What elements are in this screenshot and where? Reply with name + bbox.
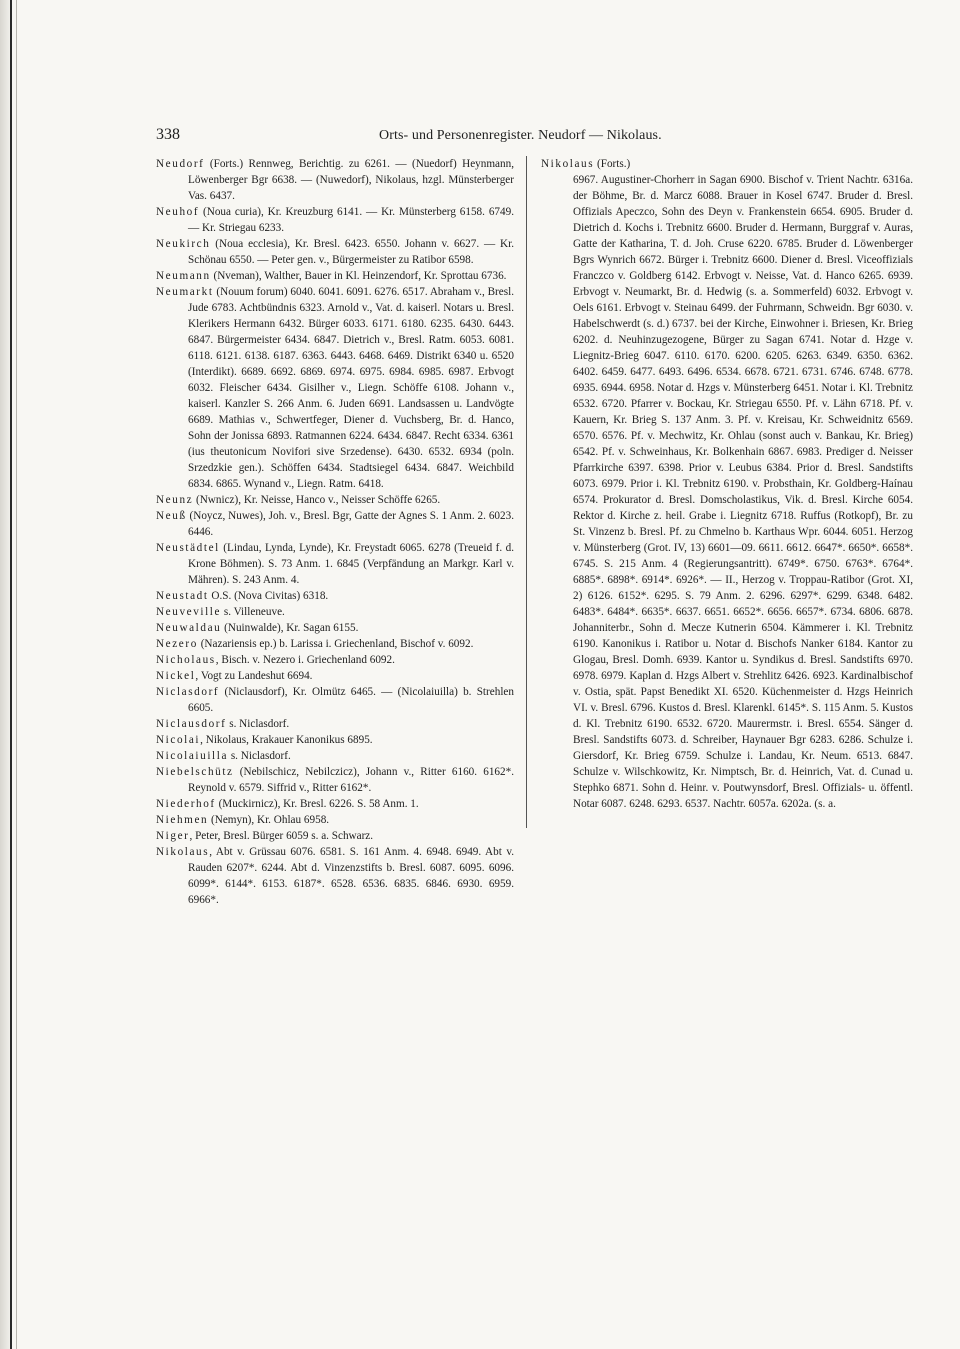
entry-text: (Nuinwalde), Kr. Sagan 6155. [221,622,359,634]
left-column [156,156,514,908]
index-term: Neukirch [156,238,211,250]
index-term: Neunz [156,494,194,506]
page-header [156,126,912,146]
column-divider [526,156,527,828]
entry-text: , Vogt zu Landeshut 6694. [195,670,313,682]
entry-text: (Nwnicz), Kr. Neisse, Hanco v., Neisser Schöffe 6265. [193,494,441,506]
entry-text: (Nazariensis ep.) b. Larissa i. Griechenland, Bischof v. 6092. [197,638,474,650]
entry-text: (Noycz, Nuwes), Joh. v., Bresl. Bgr, Gatte der Agnes S. 1 Anm. 2. 6023. 6446. [186,510,514,538]
entry-text: (Nouum forum) 6040. 6041. 6091. 6276. 6517. Abraham v., Bresl. Jude 6783. Achtbündnis 6323. Arnold v., Vat. d. kaiserl. Notars u. Bresl. Klerikers Hermann 6432. Bürger 6033. 6171. 6180. 6235. 6430. 6443. 6847. Bürgermeister 6434. 6847. Dietrich v., Bresl. Ratm. 6053. 6081. 6118. 6121. 6138. 6187. 6363. 6443. 6468. 6469. Distrikt 6340 u. 6520 (Interdikt). 6689. 6692. 6869. 6974. 6975. 6984. 6985. 6987. Erbvogt 6032. Fleischer 6434. Gisilher v., Liegn. Schöffe 6108. Johann v., kaiserl. Kanzler S. 266 Anm. 6. Juden 6691. Landsassen u. Landvögte 6689. Mathias v., Schwertfeger, Diener d. Vuchsberg, Br. d. Hanco, Sohn der Jonissa 6893. Ratmannen 6224. 6434. 6847. Recht 6334. 6361 (ius theutonicum Novifori sive Srzedense). 6430. 6532. 6934 (poln. Srzedzkie gen.). Schöffen 6434. Stadtsiegel 6434. 6847. Weichbild 6834. 6865. Wynand v., Liegn. Ratm. 6418. [188,286,514,490]
index-term: Neumarkt [156,286,214,298]
entry-text: (Noua ecclesia), Kr. Bresl. 6423. 6550. Johann v. 6627. — Kr. Schönau 6550. — Peter gen. v., Bürgermeister zu Ratibor 6598. [188,238,514,266]
index-entry [541,156,913,812]
index-term: Nikolaus [156,846,210,858]
index-entry [156,508,514,540]
index-entry [156,796,514,812]
entry-text: , Abt v. Grüssau 6076. 6581. S. 161 Anm. 4. 6948. 6949. Abt v. Rauden 6207*. 6244. Abt d. Vinzenzstifts b. Bresl. 6087. 6095. 6096. 6099*. 6144*. 6153. 6187*. 6528. 6536. 6835. 6846. 6930. 6959. 6966*. [188,846,514,906]
scan-border-line [16,0,17,1349]
entry-text: (Muckirnicz), Kr. Bresl. 6226. S. 58 Anm. 1. [215,798,419,810]
entry-text: (Niclausdorf), Kr. Olmütz 6465. — (Nicolaiuilla) b. Strehlen 6605. [188,686,514,714]
index-term: Niehmen [156,814,209,826]
entry-text: (Nemyn), Kr. Ohlau 6958. [208,814,330,826]
entry-text: s. Niclasdorf. [226,718,290,730]
index-term: Nicolai [156,734,201,746]
running-head: Orts- und Personenregister. Neudorf — Nikolaus. [379,128,662,143]
index-entry [156,764,514,796]
index-entry [156,284,514,492]
index-term: Neuwaldau [156,622,222,634]
index-term: Neuveville [156,606,222,618]
index-term: Neuhof [156,206,200,218]
index-entry [156,620,514,636]
index-entry [156,828,514,844]
index-entry [156,636,514,652]
index-term: Niger [156,830,190,842]
index-entry [156,492,514,508]
index-entry [156,748,514,764]
entry-text: O.S. (Nova Civitas) 6318. [208,590,329,602]
index-entry [156,588,514,604]
entry-text: (Nveman), Walther, Bauer in Kl. Heinzendorf, Kr. Sprottau 6736. [210,270,507,282]
index-term: Niebelschütz [156,766,234,778]
index-term: Neumann [156,270,211,282]
page-number: 338 [156,126,180,143]
entry-text: s. Niclasdorf. [228,750,291,762]
continuation-marker: (Forts.) [594,158,631,170]
entry-text: s. Villeneuve. [221,606,285,618]
index-entry [156,716,514,732]
index-term: Neuß [156,510,187,522]
index-entry [156,652,514,668]
index-entry [156,732,514,748]
entry-text: (Lindau, Lynda, Lynde), Kr. Freystadt 6065. 6278 (Treueid f. d. Krone Böhmen). S. 73 Anm. 1. 6845 (Verpfändung an Markgr. Karl v. Mähren). S. 243 Anm. 4. [188,542,514,586]
index-term: Nikolaus [541,158,595,170]
scan-border [0,0,12,1349]
index-entry [156,812,514,828]
right-column [541,156,913,812]
index-term: Neudorf [156,158,205,170]
index-entry [156,156,514,204]
index-term: Neustädtel [156,542,220,554]
index-term: Niclasdorf [156,686,220,698]
index-term: Niederhof [156,798,216,810]
entry-text: , Nikolaus, Krakauer Kanonikus 6895. [200,734,373,746]
entry-text: (Forts.) Rennweg, Berichtig. zu 6261. — (Nuedorf) Heynmann, Löwenberger Bgr 6638. — (Nuwedorf), Nikolaus, hzgl. Münsterberger Vas. 6437. [188,158,514,202]
index-entry [156,684,514,716]
index-term: Neustadt [156,590,209,602]
entry-text: , Peter, Bresl. Bürger 6059 s. a. Schwarz. [189,830,374,842]
index-entry [156,844,514,908]
index-entry [156,204,514,236]
entry-text: 6967. Augustiner-Chorherr in Sagan 6900. Bischof v. Trient Nachtr. 6316a. der Böhme, Br. d. Marcz 6088. Brauer in Kosel 6747. Bruder d. Bresl. Offizials Apeczco, Sohn des Deyn v. Frankenstein 6654. 6905. Bruder d. Dietrich d. Kochs i. Trebnitz 6600. Bruder d. Hermann, Burggraf v. Auras, Gatte der Katharina, T. d. Joh. Cruse 6220. 6785. Bruder d. Löwenberger Bgrs Wynrich 6672. Bürger i. Trebnitz 6600. Diener d. Bresl. Viceoffizials Franczco v. Goldberg 6142. Erbvogt v. Neisse, Vat. d. Hanco 6265. 6939. Erbvogt v. Neumarkt, Br. d. Hedwig (s. a. Sommerfeld) 6032. Erbvogt v. Oels 6161. Erbvogt v. Steinau 6499. der Fuhrmann, Schweidn. Bgr 6030. v. Habelschwerdt (s. d.) 6737. bei der Kirche, Einwohner i. Briesen, Kr. Brieg 6202. d. Neuhinzugezogene, Bürger zu Sagan 6741. Notar d. Hzge v. Liegnitz-Brieg 6047. 6110. 6170. 6200. 6205. 6263. 6349. 6350. 6362. 6402. 6459. 6477. 6493. 6496. 6534. 6678. 6721. 6731. 6746. 6748. 6778. 6935. 6944. 6958. Notar d. Hzgs v. Münsterberg 6451. Notar i. Kl. Trebnitz 6532. 6720. Pfarrer v. Bockau, Kr. Striegau 6550. Pf. v. Lähn 6718. Pf. v. Kauern, Kr. Brieg S. 137 Anm. 3. Pf. v. Kreisau, Kr. Schweidnitz 6569. 6570. 6576. Pf. v. Mechwitz, Kr. Ohlau (sonst auch v. Bankau, Kr. Brieg) 6542. Pf. v. Schweinhaus, Kr. Bolkenhain 6867. 6983. Prediger d. Neisser Pfarrkirche 6397. 6398. Prior v. Leubus 6384. Prior d. Bresl. Sandstifts 6073. 6979. Prior i. Kl. Trebnitz 6190. v. Probsthain, Kr. Goldberg-Haínau 6574. Prokurator d. Bresl. Domscholastikus, Vik. d. Bresl. Kirche 6054. Rektor d. Kirche z. heil. Grabe i. Liegnitz 6718. Ruffus (Rotkopf), Br. zu St. Vinzenz b. Bresl. Pf. zu Chmelno b. Karthaus Wpr. 6044. 6051. Herzog v. Münsterberg (Grot. IV, 13) 6601—09. 6611. 6612. 6647*. 6650*. 6658*. 6745. S. 215 Anm. 4 (Regierungsantritt). 6749*. 6750. 6763*. 6764*. 6885*. 6898*. 6914*. 6926*. — II., Herzog v. Troppau-Ratibor (Grot. XI, 2) 6126. 6152*. 6295. S. 79 Anm. 2. 6296. 6297*. 6299. 6348. 6482. 6483*. 6484*. 6635*. 6637. 6651. 6652*. 6656. 6657*. 6734. 6806. 6878. Johanniterbr., Sohn d. Mecze Kutnerin 6504. Kämmerer i. Kl. Trebnitz 6190. Kanonikus i. Ratibor u. Notar d. Bischofs Nanker 6184. Kantor zu Glogau, Bresl. Domh. 6939. Kantor u. Syndikus d. Bresl. Sandstifts 6970. 6978. 6979. Kaplan d. Hzgs Albert v. Strehlitz 6426. 6923. Kardinalbischof v. Ostia, spät. Papst Benedikt XI. 6520. Küchenmeister d. Hzgs Heinrich VI. v. Bresl. 6796. Kustos d. Bresl. Klarenkl. 6145*. S. 115 Anm. 5. Kustos d. Kl. Trebnitz 6190. 6532. 6720. Maurermstr. i. Bresl. 6554. Sänger d. Bresl. Sandstifts 6073. d. Schreiber, Haynauer Bgr 6283. 6286. Schulze i. Giersdorf, Kr. Brieg 6759. Schulze i. Landau, Kr. Neum. 6513. 6847. Schulze v. Wilschkowitz, Kr. Nimptsch, Br. d. Heinrich, Vat. d. Cunad u. Stephko 6871. Sohn d. Heinr. v. Poutwynsdorf, Bresl. Offizials- u. öffentl. Notar 6087. 6248. 6293. 6537. Nachtr. 6057a. 6202a. (s. a. [573,174,913,810]
index-term: Nezero [156,638,198,650]
entry-text: , Bisch. v. Nezero i. Griechenland 6092. [215,654,395,666]
index-entry [156,268,514,284]
index-term: Niclausdorf [156,718,227,730]
index-entry [156,668,514,684]
index-entry [156,604,514,620]
index-term: Nickel [156,670,196,682]
index-term: Nicholaus [156,654,216,666]
index-entry [156,236,514,268]
index-term: Nicolaiuilla [156,750,229,762]
entry-text: (Noua curia), Kr. Kreuzburg 6141. — Kr. Münsterberg 6158. 6749. — Kr. Striegau 6233. [188,206,514,234]
entry-text: (Nebilschicz, Nebilczicz), Johann v., Ritter 6160. 6162*. Reynold v. 6579. Siffrid v., Ritter 6162*. [188,766,514,794]
index-entry [156,540,514,588]
